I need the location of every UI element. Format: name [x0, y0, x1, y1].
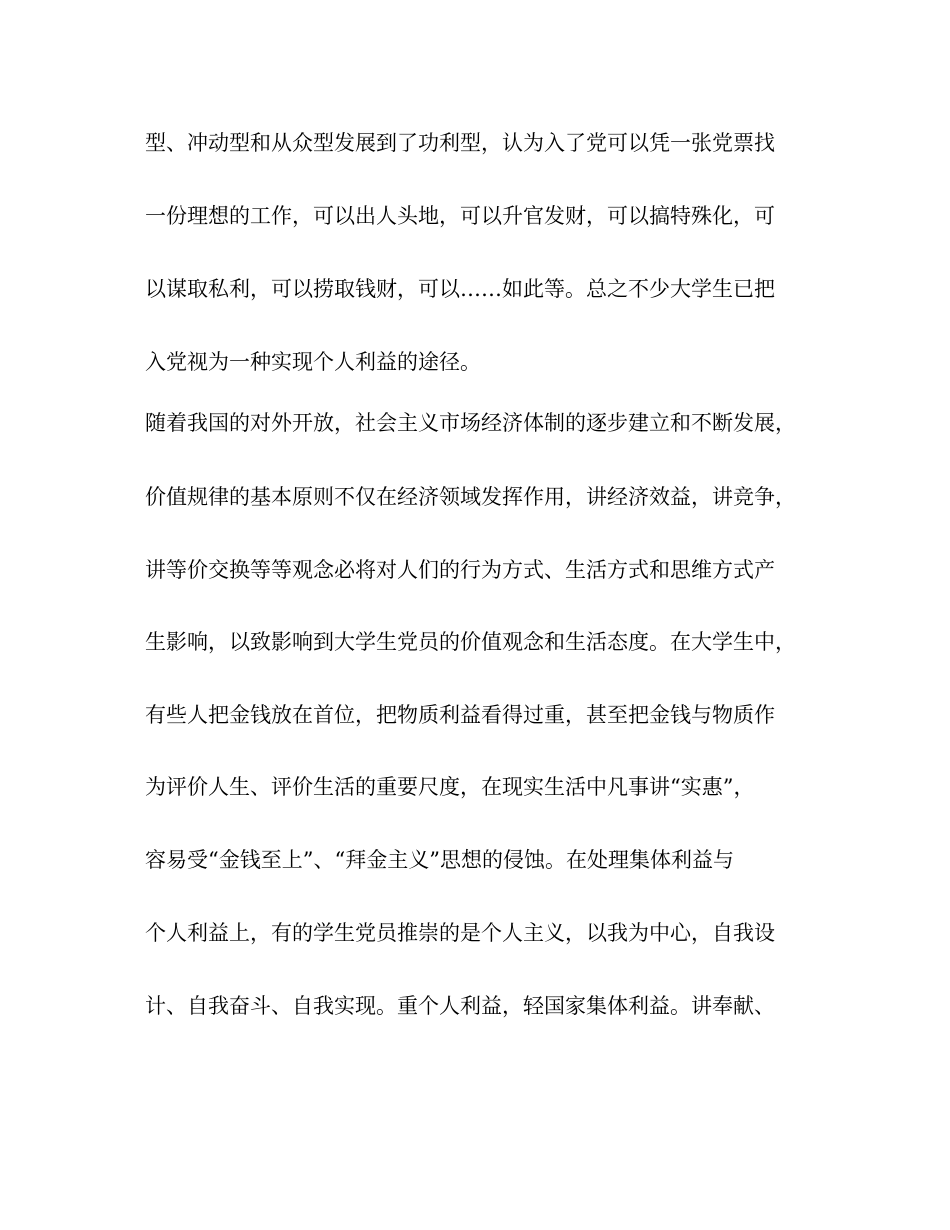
text-line: 随着我国的对外开放，社会主义市场经济体制的逐步建立和不断发展，: [145, 411, 796, 435]
text-line: 以谋取私利，可以捞取钱财，可以……如此等。总之不少大学生已把: [145, 277, 775, 301]
text-line: 生影响，以致影响到大学生党员的价值观念和生活态度。在大学生中，: [145, 630, 796, 654]
text-line: 容易受“金钱至上”、“拜金主义”思想的侵蚀。在处理集体利益与: [145, 848, 734, 872]
text-line: 一份理想的工作，可以出人头地，可以升官发财，可以搞特殊化，可: [145, 204, 775, 228]
text-line: 价值规律的基本原则不仅在经济领域发挥作用，讲经济效益，讲竞争，: [145, 485, 796, 509]
text-line: 计、自我奋斗、自我实现。重个人利益，轻国家集体利益。讲奉献、: [145, 994, 775, 1018]
text-line: 为评价人生、评价生活的重要尺度，在现实生活中凡事讲“实惠”，: [145, 775, 755, 799]
text-line: 入党视为一种实现个人利益的途径。: [145, 350, 481, 374]
text-line: 讲等价交换等等观念必将对人们的行为方式、生活方式和思维方式产: [145, 558, 775, 582]
text-line: 型、冲动型和从众型发展到了功利型，认为入了党可以凭一张党票找: [145, 131, 775, 155]
text-line: 个人利益上，有的学生党员推崇的是个人主义，以我为中心，自我设: [145, 921, 775, 945]
text-line: 有些人把金钱放在首位，把物质利益看得过重，甚至把金钱与物质作: [145, 703, 775, 727]
